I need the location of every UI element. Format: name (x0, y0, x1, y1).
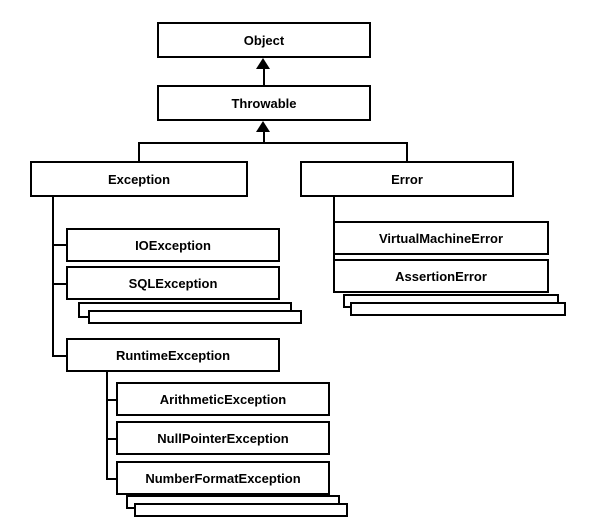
node-nullpointerexception-label: NullPointerException (157, 430, 289, 446)
stack-box-error-2 (350, 302, 566, 316)
node-exception-label: Exception (107, 171, 171, 187)
connector-bus-to-exception (138, 142, 140, 161)
node-ioexception-label: IOException (135, 237, 211, 253)
node-ioexception[interactable] (66, 228, 280, 262)
stack-box-exception-2 (88, 310, 302, 324)
node-throwable[interactable] (157, 85, 371, 121)
stack-box-runtime-2 (134, 503, 348, 517)
node-virtualmachineerror-label: VirtualMachineError (378, 230, 504, 246)
node-assertionerror-label: AssertionError (395, 268, 487, 284)
node-exception[interactable] (30, 161, 248, 197)
connector-throwable-object (263, 69, 265, 85)
node-error-label: Error (391, 171, 423, 187)
node-runtimeexception[interactable] (66, 338, 280, 372)
node-object[interactable] (157, 22, 371, 58)
node-object-label: Object (243, 32, 285, 48)
node-assertionerror[interactable] (333, 259, 549, 293)
connector-exception-trunk (52, 197, 54, 355)
node-sqlexception[interactable] (66, 266, 280, 300)
connector-runtime-trunk (106, 372, 108, 479)
arrowhead-throwable-object (256, 58, 270, 69)
node-virtualmachineerror[interactable] (333, 221, 549, 255)
node-arithmeticexception[interactable] (116, 382, 330, 416)
connector-bus-to-error (406, 142, 408, 161)
connector-bus-horizontal (138, 142, 407, 144)
node-numberformatexception[interactable] (116, 461, 330, 495)
node-sqlexception-label: SQLException (128, 275, 218, 291)
arrowhead-bus-throwable (256, 121, 270, 132)
node-runtimeexception-label: RuntimeException (115, 347, 231, 363)
node-numberformatexception-label: NumberFormatException (145, 470, 301, 486)
node-error[interactable] (300, 161, 514, 197)
node-arithmeticexception-label: ArithmeticException (159, 391, 287, 407)
node-throwable-label: Throwable (231, 95, 297, 111)
node-nullpointerexception[interactable] (116, 421, 330, 455)
